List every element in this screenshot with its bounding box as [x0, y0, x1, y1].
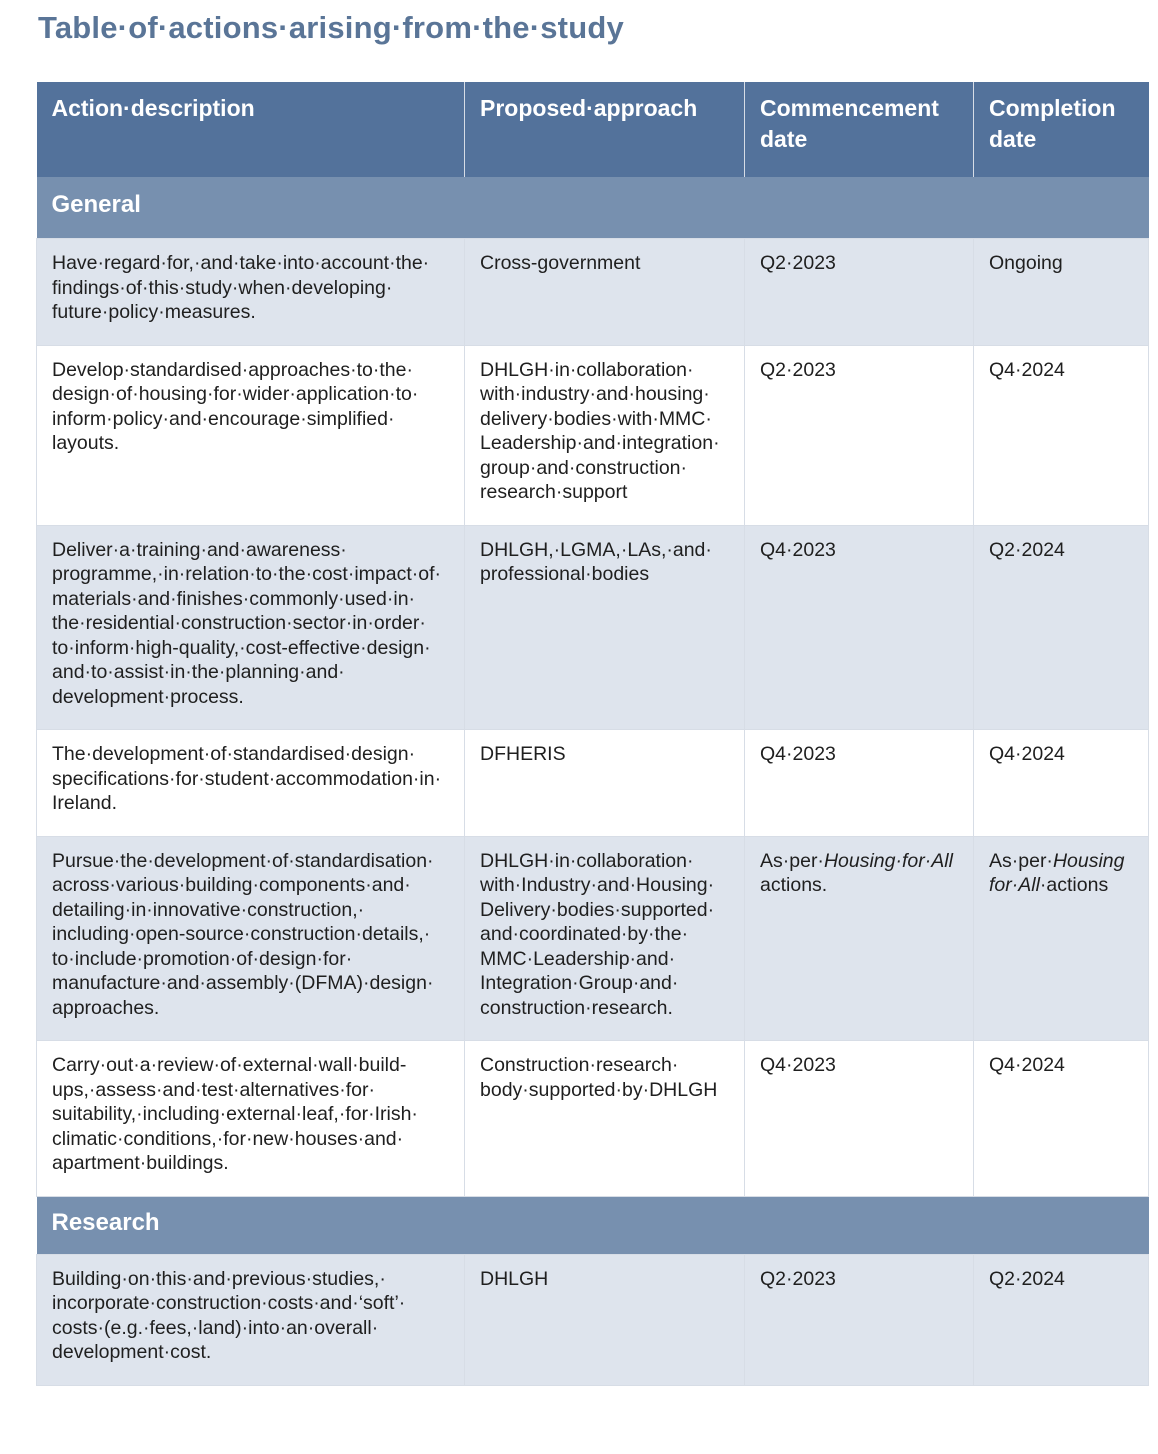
completion-date-cell: Ongoing: [974, 239, 1149, 346]
completion-date-cell: Q4·2024: [974, 1041, 1149, 1197]
section-label-research: Research: [37, 1196, 1149, 1254]
completion-date-cell: Q2·2024: [974, 525, 1149, 730]
proposed-approach-cell: DHLGH·in·collaboration· with·Industry·and·Housing· Delivery·bodies·supported· and·coordinated·by·the· MMC·Leadership·and· Integration·Group·and· construction·research.: [465, 836, 745, 1041]
action-description-cell: Have·regard·for,·and·take·into·account·the· findings·of·this·study·when·developing· future·policy·measures.: [37, 239, 465, 346]
action-description-cell: Develop·standardised·approaches·to·the· design·of·housing·for·wider·application·to· inform·policy·and·encourage·simplified· layouts.: [37, 345, 465, 525]
commencement-date-cell: [745, 836, 974, 1041]
table-row: [37, 1041, 1149, 1197]
page-title: Table·of·actions·arising·from·the·study: [38, 10, 624, 45]
commencement-prefix: As·per·: [760, 849, 824, 872]
completion-date-cell: Q2·2024: [974, 1254, 1149, 1385]
action-description-cell: The·development·of·standardised·design· specifications·for·student·accommodation·in· Ireland.: [37, 730, 465, 837]
commencement-date-cell: Q4·2023: [745, 1041, 974, 1197]
commencement-date-cell: Q2·2023: [745, 1254, 974, 1385]
table-row: [37, 730, 1149, 837]
header-commencement-date: Commencement date: [745, 83, 974, 178]
completion-date-cell: Q4·2024: [974, 345, 1149, 525]
table-row: [37, 345, 1149, 525]
action-description-cell: Carry·out·a·review·of·external·wall·build-ups,·assess·and·test·alternatives·for· suitability,·including·external·leaf,·for·Irish· climatic·conditions,·for·new·houses·and· apartment·buildings.: [37, 1041, 465, 1197]
action-description-cell: Pursue·the·development·of·standardisation· across·various·building·components·and· detailing·in·innovative·construction,· including·open-source·construction·details,· to·include·promotion·of·design·for· manufacture·and·assembly·(DFMA)·design· approaches.: [37, 836, 465, 1041]
completion-plan-name: Housing for·All: [989, 849, 1125, 896]
commencement-plan-name: Housing·for·All: [823, 849, 953, 872]
actions-table: [36, 82, 1149, 1386]
commencement-date-cell: Q2·2023: [745, 239, 974, 346]
section-label-general: General: [37, 177, 1149, 239]
header-proposed-approach: Proposed·approach: [465, 83, 745, 178]
header-action-description: Action·description: [37, 83, 465, 178]
commencement-date-cell: Q4·2023: [745, 525, 974, 730]
commencement-suffix: actions.: [760, 874, 828, 896]
proposed-approach-cell: DHLGH: [465, 1254, 745, 1385]
proposed-approach-cell: DHLGH,·LGMA,·LAs,·and· professional·bodies: [465, 525, 745, 730]
completion-suffix: ·actions: [1039, 874, 1109, 896]
commencement-date-cell: Q2·2023: [745, 345, 974, 525]
table-row: [37, 239, 1149, 346]
section-row-general: [37, 177, 1149, 239]
header-completion-date: Completion date: [974, 83, 1149, 178]
table-row: [37, 525, 1149, 730]
action-description-cell: Building·on·this·and·previous·studies,· incorporate·construction·costs·and·‘soft’· costs·(e.g.·fees,·land)·into·an·overall· development·cost.: [37, 1254, 465, 1385]
completion-date-cell: Q4·2024: [974, 730, 1149, 837]
proposed-approach-cell: DFHERIS: [465, 730, 745, 837]
table-body: [37, 177, 1149, 1385]
header-row: [37, 83, 1149, 178]
proposed-approach-cell: DHLGH·in·collaboration· with·industry·and·housing· delivery·bodies·with·MMC· Leadership·and·integration· group·and·construction· research·support: [465, 345, 745, 525]
proposed-approach-cell: Construction·research· body·supported·by·DHLGH: [465, 1041, 745, 1197]
action-description-cell: Deliver·a·training·and·awareness· programme,·in·relation·to·the·cost·impact·of· materials·and·finishes·commonly·used·in· the·residential·construction·sector·in·order· to·inform·high-quality,·cost-effective·design· and·to·assist·in·the·planning·and· development·process.: [37, 525, 465, 730]
completion-prefix: As·per·: [989, 849, 1053, 872]
section-row-research: [37, 1196, 1149, 1254]
table-row: [37, 1254, 1149, 1385]
commencement-date-cell: Q4·2023: [745, 730, 974, 837]
proposed-approach-cell: Cross-government: [465, 239, 745, 346]
completion-date-cell: [974, 836, 1149, 1041]
table-header: [37, 83, 1149, 178]
table-row: [37, 836, 1149, 1041]
